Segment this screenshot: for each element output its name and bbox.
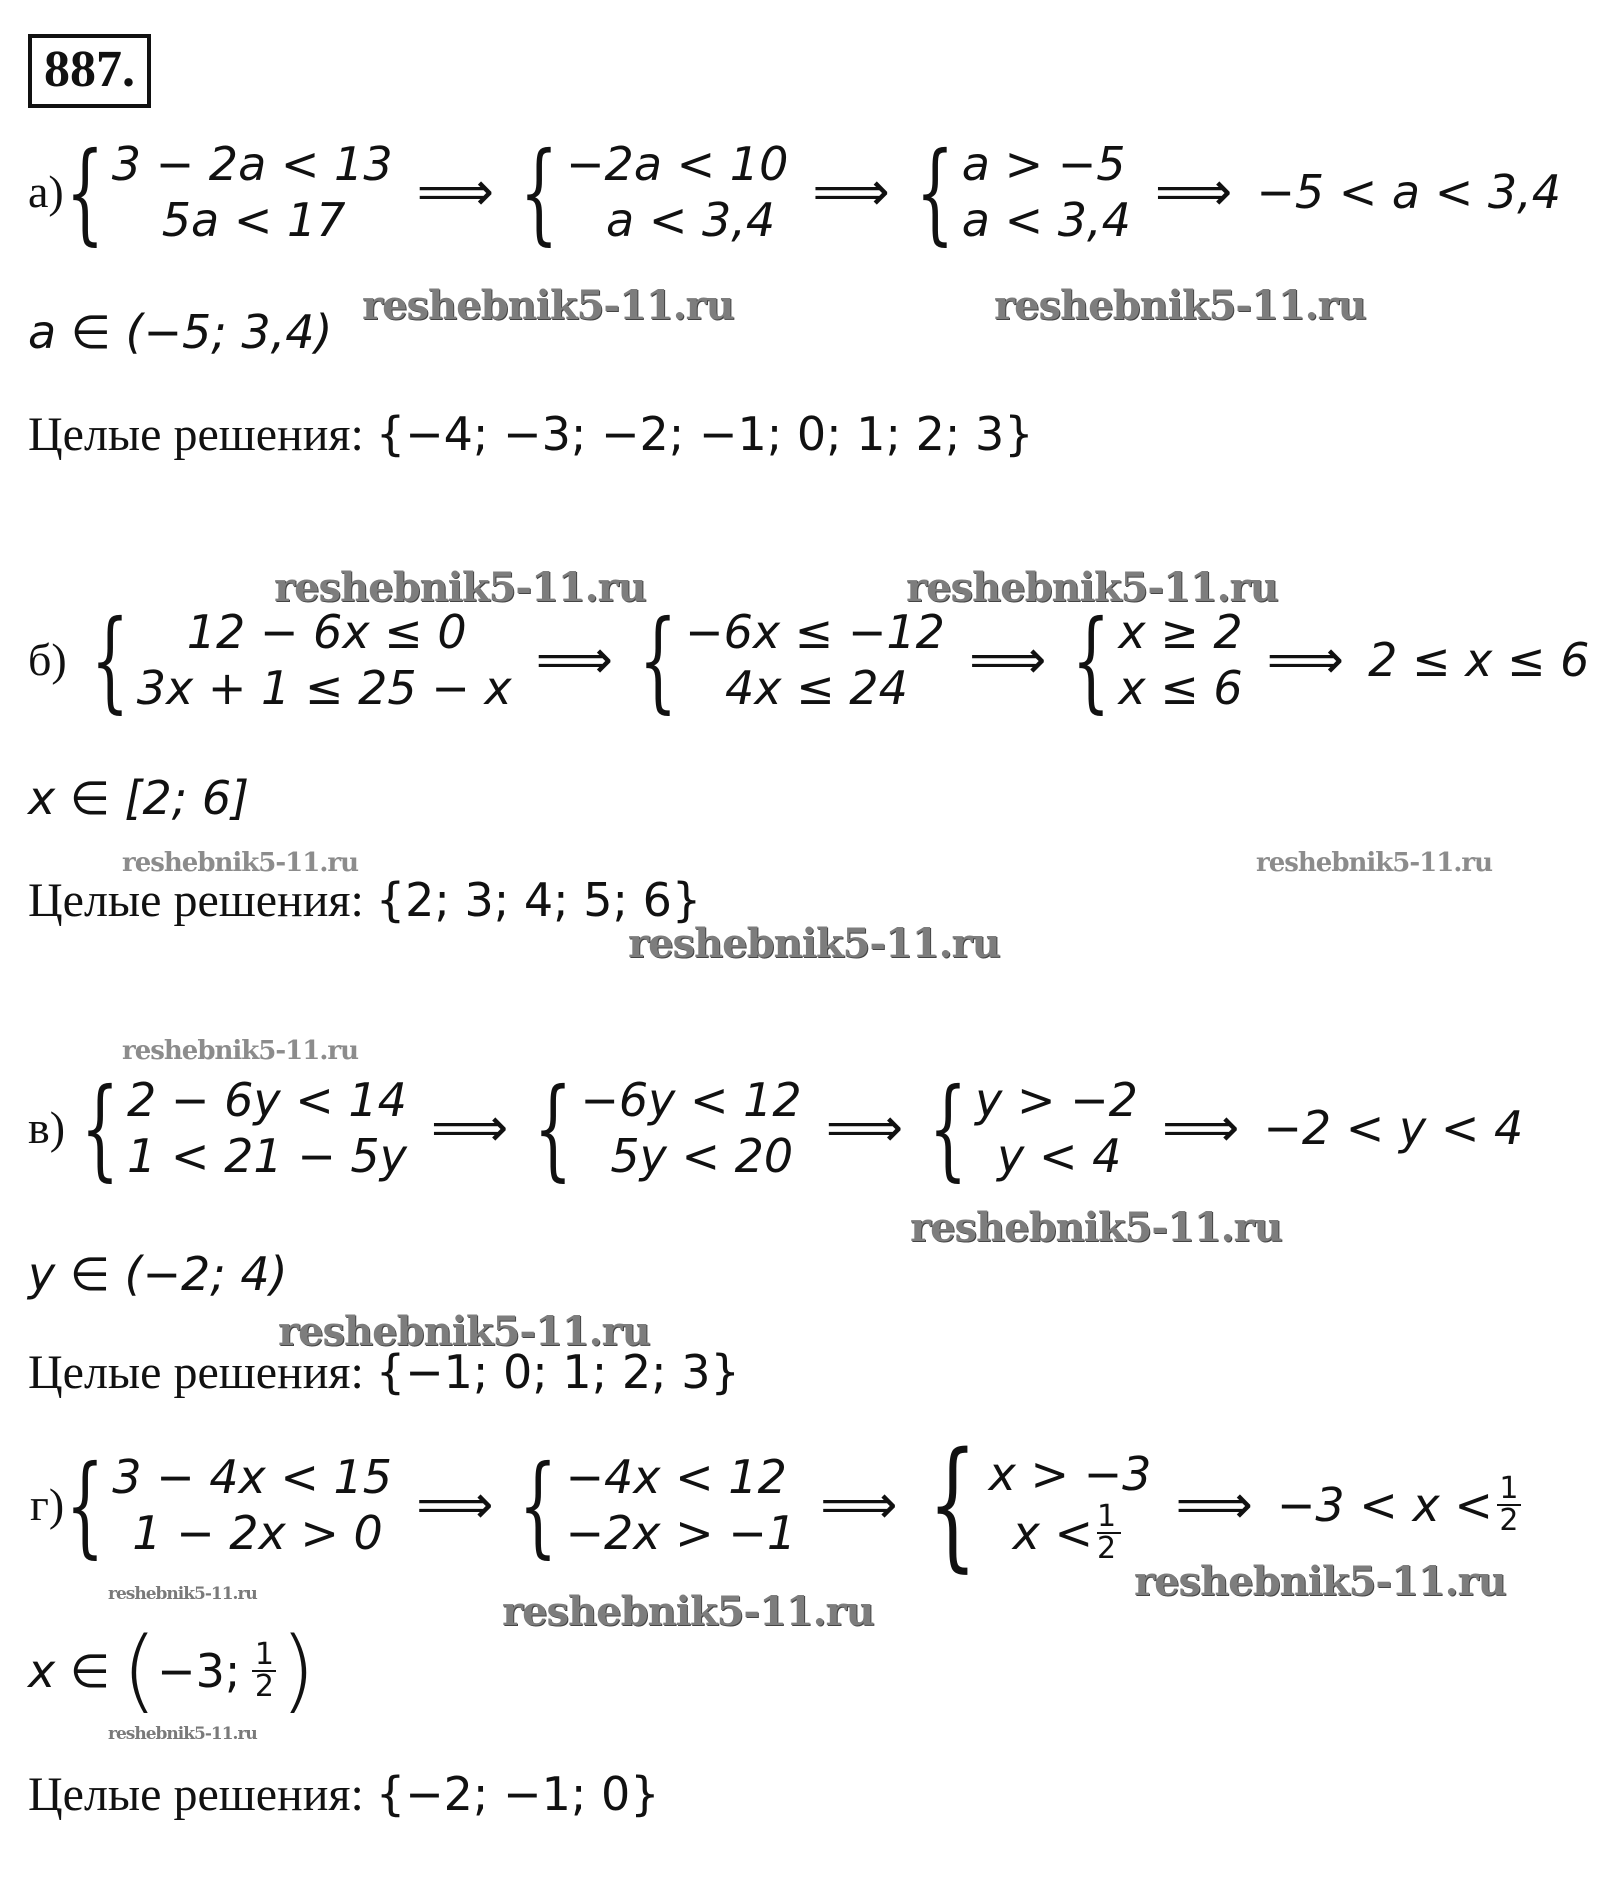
part-b-interval: x ∈ [2; 6] xyxy=(28,771,250,825)
part-v-row xyxy=(28,1064,1524,1192)
brace-icon: { xyxy=(915,128,955,256)
part-a-system-2 xyxy=(566,136,788,248)
implies-arrow: ⟹ xyxy=(1175,1473,1253,1536)
watermark: reshebnik5-11.ru xyxy=(274,564,646,611)
watermark: reshebnik5-11.ru xyxy=(122,848,359,878)
watermark: reshebnik5-11.ru xyxy=(108,1584,257,1604)
part-v-sys1-line1: 2 − 6y < 14 xyxy=(127,1073,407,1127)
implies-arrow: ⟹ xyxy=(1266,628,1345,691)
part-g-sys3-line1: x > −3 xyxy=(988,1447,1152,1501)
fraction-denominator: 2 xyxy=(254,1669,274,1704)
integers-set: {−2; −1; 0} xyxy=(375,1767,660,1821)
part-b-label: б) xyxy=(28,634,67,685)
watermark: reshebnik5-11.ru xyxy=(108,1724,257,1744)
part-g-result-prefix: −3 < x < xyxy=(1276,1478,1493,1532)
brace-icon: { xyxy=(927,1423,977,1586)
part-g-interval xyxy=(28,1618,316,1723)
brace-icon: { xyxy=(1072,596,1111,724)
implies-arrow: ⟹ xyxy=(812,160,890,223)
brace-icon: { xyxy=(519,128,559,256)
brace-icon: { xyxy=(534,1064,573,1192)
part-b-sys2-line2: 4x ≤ 24 xyxy=(725,661,908,715)
watermark: reshebnik5-11.ru xyxy=(362,282,734,329)
watermark: reshebnik5-11.ru xyxy=(122,1036,359,1066)
part-b-sys1-line2: 3x + 1 ≤ 25 − x xyxy=(136,661,512,715)
integers-label: Целые решения: xyxy=(28,408,364,461)
implies-arrow: ⟹ xyxy=(825,1096,904,1159)
part-g-system-1 xyxy=(112,1449,392,1561)
watermark: reshebnik5-11.ru xyxy=(1256,848,1493,878)
part-a-sys1-line1: 3 − 2a < 13 xyxy=(111,137,393,191)
part-b-sys3-line2: x ≤ 6 xyxy=(1118,661,1243,715)
implies-arrow: ⟹ xyxy=(430,1096,509,1159)
watermark: reshebnik5-11.ru xyxy=(994,282,1366,329)
fraction-one-half xyxy=(1497,1471,1521,1538)
part-a-sys2-line1: −2a < 10 xyxy=(566,137,789,191)
watermark: reshebnik5-11.ru xyxy=(906,564,1278,611)
watermark: reshebnik5-11.ru xyxy=(502,1588,874,1635)
part-b-system-3 xyxy=(1118,604,1242,716)
part-a-sys3-line1: a > −5 xyxy=(961,137,1126,191)
fraction-one-half xyxy=(252,1637,276,1704)
part-g-integers xyxy=(28,1766,660,1823)
right-paren-icon: ) xyxy=(280,1618,316,1723)
part-b-sys1-line1: 12 − 6x ≤ 0 xyxy=(186,605,467,659)
part-b-sys2-line1: −6x ≤ −12 xyxy=(685,605,945,659)
part-g-sys1-line1: 3 − 4x < 15 xyxy=(112,1450,393,1504)
part-g-sys2-line1: −4x < 12 xyxy=(565,1450,787,1504)
fraction-numerator: 1 xyxy=(254,1637,274,1672)
left-paren-icon: ( xyxy=(121,1618,158,1723)
brace-icon: { xyxy=(90,596,129,724)
part-b-row xyxy=(28,596,1590,724)
part-a-row xyxy=(28,128,1562,256)
fraction-numerator: 1 xyxy=(1097,1499,1117,1534)
brace-icon: { xyxy=(519,1441,558,1569)
brace-icon: { xyxy=(65,1441,105,1569)
implies-arrow: ⟹ xyxy=(1161,1096,1240,1159)
part-a-integers xyxy=(28,406,1034,463)
part-v-sys3-line1: y > −2 xyxy=(975,1073,1138,1127)
part-v-sys2-line1: −6y < 12 xyxy=(580,1073,802,1127)
implies-arrow: ⟹ xyxy=(820,1473,898,1536)
brace-icon: { xyxy=(928,1064,968,1192)
part-a-sys2-line2: a < 3,4 xyxy=(606,193,776,247)
part-v-sys1-line2: 1 < 21 − 5y xyxy=(127,1129,407,1183)
integers-set: {2; 3; 4; 5; 6} xyxy=(375,873,702,927)
implies-arrow: ⟹ xyxy=(416,1473,494,1536)
part-a-sys3-line2: a < 3,4 xyxy=(961,193,1131,247)
watermark: reshebnik5-11.ru xyxy=(1134,1558,1506,1605)
part-g-interval-prefix: x ∈ xyxy=(28,1644,110,1698)
part-v-result: −2 < y < 4 xyxy=(1263,1101,1524,1155)
part-a-system-3 xyxy=(962,136,1131,248)
part-b-integers xyxy=(28,872,701,929)
part-g-system-2 xyxy=(565,1449,796,1561)
integers-label: Целые решения: xyxy=(28,1346,364,1399)
brace-icon: { xyxy=(65,128,104,256)
problem-number: 887. xyxy=(28,34,151,108)
part-b-sys3-line1: x ≥ 2 xyxy=(1118,605,1243,659)
part-g-label: г) xyxy=(30,1479,65,1530)
part-v-interval: y ∈ (−2; 4) xyxy=(28,1247,288,1301)
watermark: reshebnik5-11.ru xyxy=(628,920,1000,967)
part-a-sys1-line2: 5a < 17 xyxy=(161,193,346,247)
part-g-sys2-line2: −2x > −1 xyxy=(565,1506,797,1560)
part-a-system-1 xyxy=(112,136,393,248)
part-g-system-3 xyxy=(989,1446,1152,1564)
part-v-system-2 xyxy=(580,1072,801,1184)
part-a-interval: a ∈ (−5; 3,4) xyxy=(28,305,333,359)
brace-icon: { xyxy=(80,1064,120,1192)
part-g-sys1-line2: 1 − 2x > 0 xyxy=(132,1506,383,1560)
implies-arrow: ⟹ xyxy=(535,628,614,691)
fraction-numerator: 1 xyxy=(1499,1471,1519,1506)
part-g-sys3-line2 xyxy=(989,1499,1152,1566)
part-b-system-2 xyxy=(685,604,945,716)
part-a-label: а) xyxy=(28,166,64,217)
integers-set: {−4; −3; −2; −1; 0; 1; 2; 3} xyxy=(375,407,1034,461)
part-v-label: в) xyxy=(28,1102,66,1153)
part-v-system-1 xyxy=(127,1072,407,1184)
part-b-system-1 xyxy=(137,604,512,716)
fraction-denominator: 2 xyxy=(1499,1503,1519,1538)
integers-label: Целые решения: xyxy=(28,874,364,927)
watermark: reshebnik5-11.ru xyxy=(278,1308,650,1355)
part-v-sys2-line2: 5y < 20 xyxy=(610,1129,794,1183)
implies-arrow: ⟹ xyxy=(416,160,495,223)
watermark: reshebnik5-11.ru xyxy=(910,1204,1282,1251)
brace-icon: { xyxy=(638,596,678,724)
implies-arrow: ⟹ xyxy=(968,628,1047,691)
fraction-one-half xyxy=(1097,1499,1121,1566)
part-v-sys3-line2: y < 4 xyxy=(997,1129,1122,1183)
part-g-sys3-line2-text: x < xyxy=(1012,1506,1094,1560)
integers-label: Целые решения: xyxy=(28,1768,364,1821)
part-b-result: 2 ≤ x ≤ 6 xyxy=(1368,633,1590,687)
fraction-denominator: 2 xyxy=(1097,1531,1117,1566)
part-v-system-3 xyxy=(975,1072,1138,1184)
integers-set: {−1; 0; 1; 2; 3} xyxy=(375,1345,740,1399)
implies-arrow: ⟹ xyxy=(1154,160,1233,223)
part-a-result: −5 < a < 3,4 xyxy=(1256,165,1562,219)
part-g-interval-left: −3; xyxy=(157,1644,241,1698)
